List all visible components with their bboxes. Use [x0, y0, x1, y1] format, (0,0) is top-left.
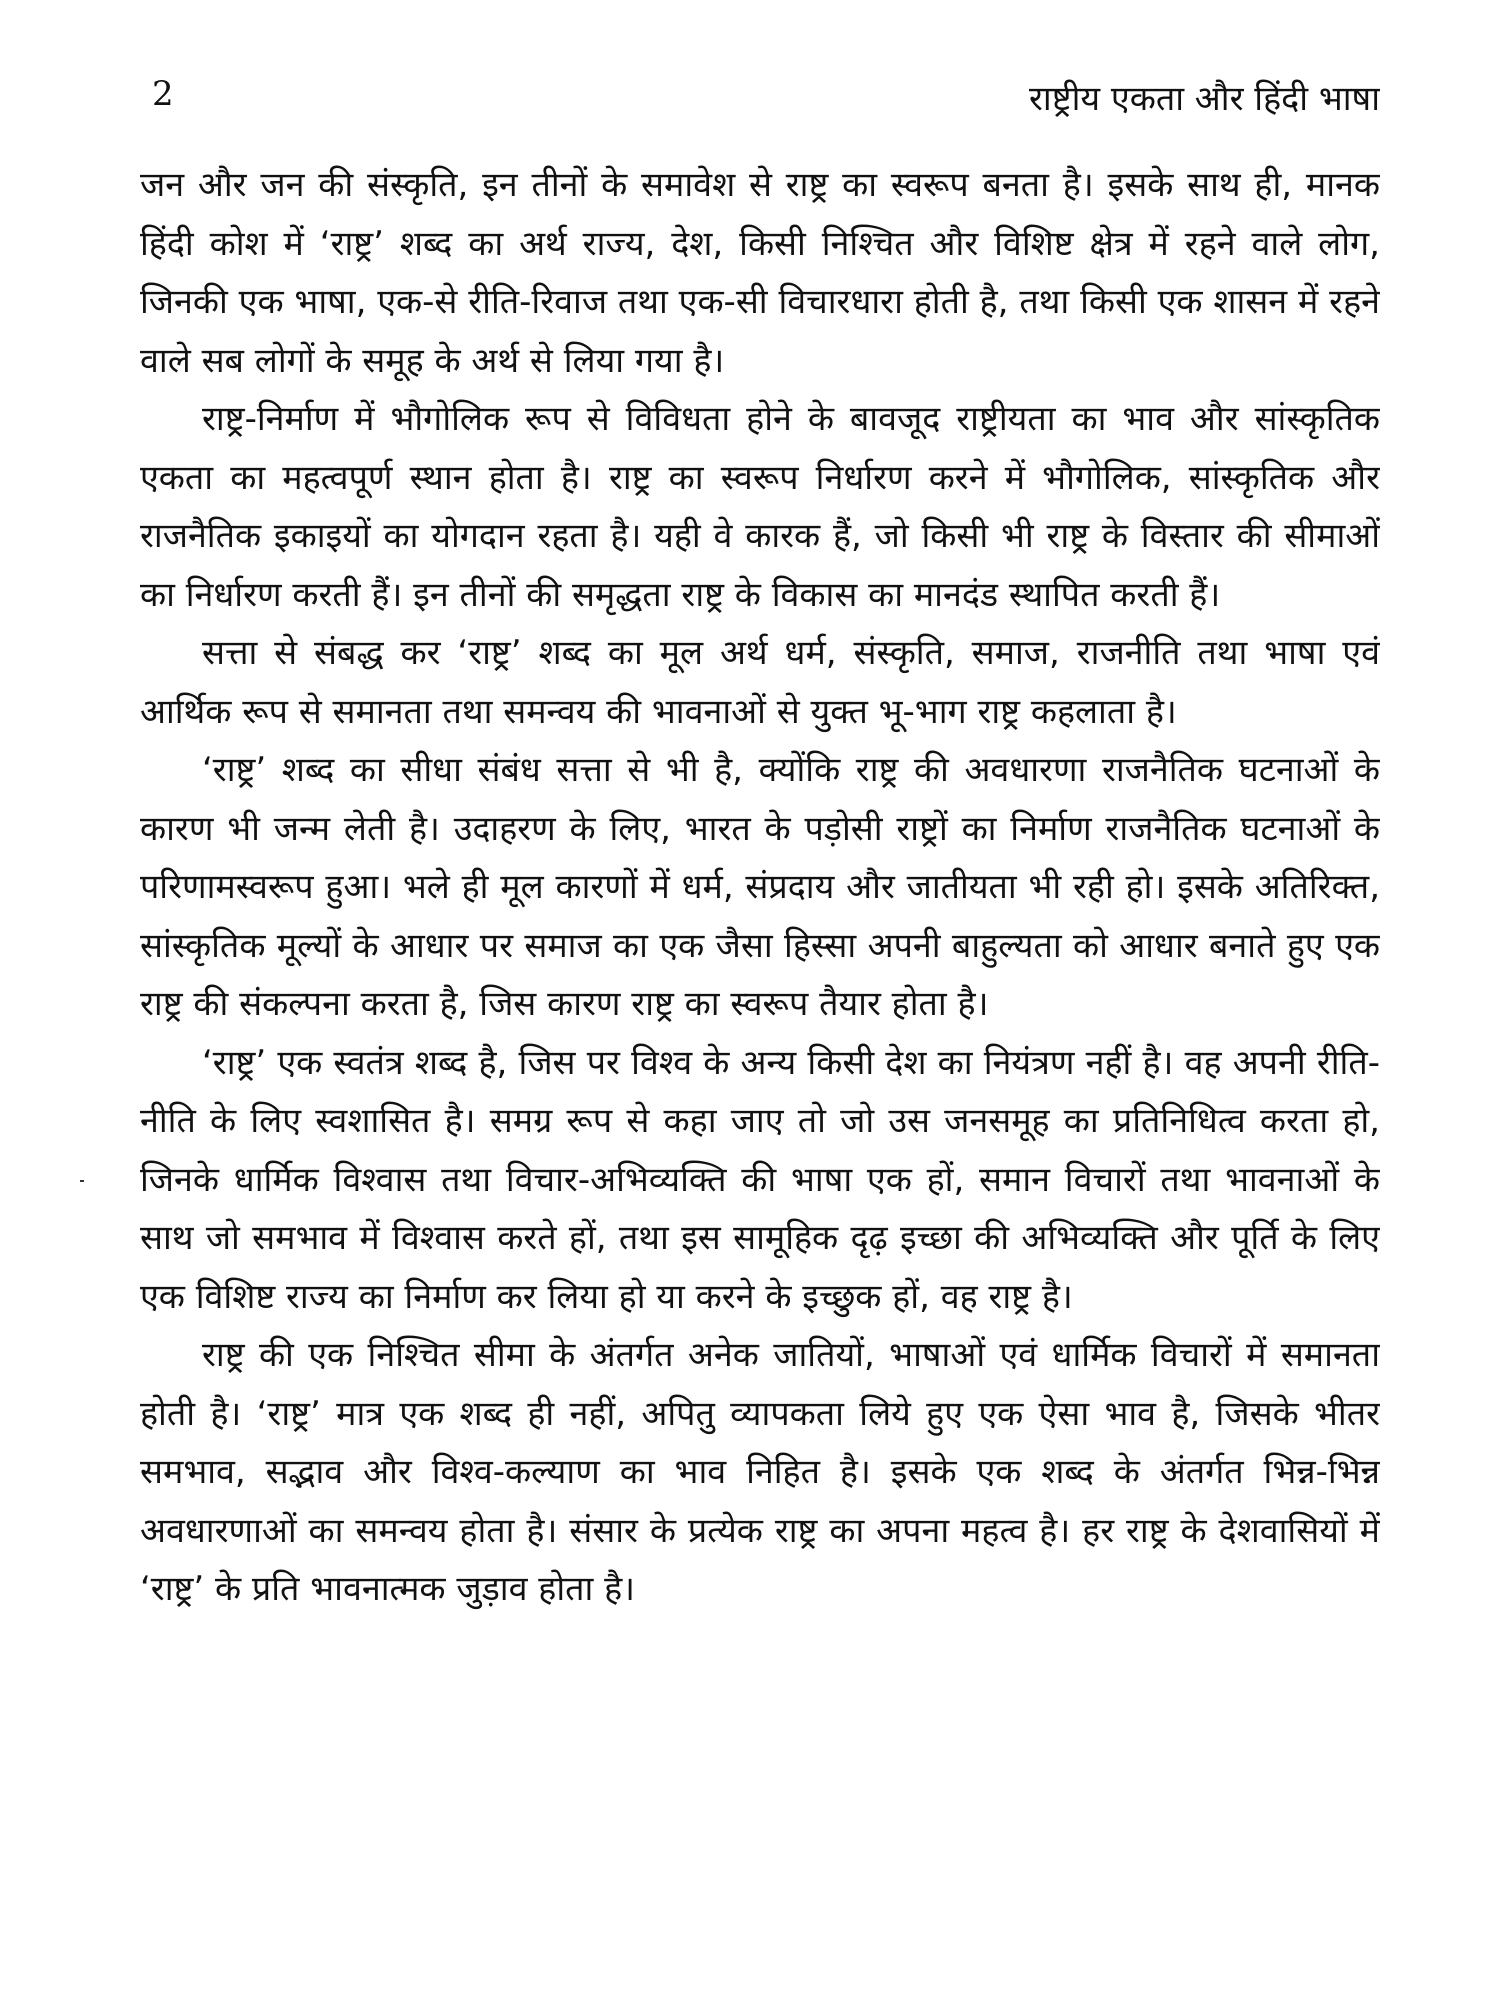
paragraph-3: सत्ता से संबद्ध कर ‘राष्ट्र’ शब्द का मूल अर्थ धर्म, संस्कृति, समाज, राजनीति तथा भाषा एवं आर्थिक रूप से समानता तथा समन्वय की भावनाओं से युक्त भू-भाग राष्ट्र कहलाता है। — [140, 633, 1380, 732]
book-page — [140, 70, 1380, 1970]
body-text — [140, 156, 1380, 1619]
margin-speck — [80, 1180, 84, 1182]
running-header — [140, 70, 1380, 140]
running-title: राष्ट्रीय एकता और हिंदी भाषा — [1029, 79, 1380, 119]
paragraph-1: जन और जन की संस्कृति, इन तीनों के समावेश से राष्ट्र का स्वरूप बनता है। इसके साथ ही, मानक हिंदी कोश में ‘राष्ट्र’ शब्द का अर्थ राज्य, देश, किसी निश्चित और विशिष्ट क्षेत्र में रहने वाले लोग, जिनकी एक भाषा, एक-से रीति-रिवाज तथा एक-सी विचारधारा होती है, तथा किसी एक शासन में रहने वाले सब लोगों के समूह के अर्थ से लिया गया है। — [140, 165, 1380, 381]
paragraph-2: राष्ट्र-निर्माण में भौगोलिक रूप से विविधता होने के बावजूद राष्ट्रीयता का भाव और सांस्कृतिक एकता का महत्वपूर्ण स्थान होता है। राष्ट्र का स्वरूप निर्धारण करने में भौगोलिक, सांस्कृतिक और राजनैतिक इकाइयों का योगदान रहता है। यही वे कारक हैं, जो किसी भी राष्ट्र के विस्तार की सीमाओं का निर्धारण करती हैं। इन तीनों की समृद्धता राष्ट्र के विकास का मानदंड स्थापित करती हैं। — [140, 399, 1380, 615]
page-number: 2 — [152, 74, 174, 114]
paragraph-5: ‘राष्ट्र’ एक स्वतंत्र शब्द है, जिस पर विश्व के अन्य किसी देश का नियंत्रण नहीं है। वह अपनी रीति-नीति के लिए स्वशासित है। समग्र रूप से कहा जाए तो जो उस जनसमूह का प्रतिनिधित्व करता हो, जिनके धार्मिक विश्वास तथा विचार-अभिव्यक्ति की भाषा एक हों, समान विचारों तथा भावनाओं के साथ जो समभाव में विश्वास करते हों, तथा इस सामूहिक दृढ़ इच्छा की अभिव्यक्ति और पूर्ति के लिए एक विशिष्ट राज्य का निर्माण कर लिया हो या करने के इच्छुक हों, वह राष्ट्र है। — [140, 1042, 1380, 1317]
paragraph-6: राष्ट्र की एक निश्चित सीमा के अंतर्गत अनेक जातियों, भाषाओं एवं धार्मिक विचारों में समानता होती है। ‘राष्ट्र’ मात्र एक शब्द ही नहीं, अपितु व्यापकता लिये हुए एक ऐसा भाव है, जिसके भीतर समभाव, सद्भाव और विश्व-कल्याण का भाव निहित है। इसके एक शब्द के अंतर्गत भिन्न-भिन्न अवधारणाओं का समन्वय होता है। संसार के प्रत्येक राष्ट्र का अपना महत्व है। हर राष्ट्र के देशवासियों में ‘राष्ट्र’ के प्रति भावनात्मक जुड़ाव होता है। — [140, 1335, 1380, 1609]
paragraph-4: ‘राष्ट्र’ शब्द का सीधा संबंध सत्ता से भी है, क्योंकि राष्ट्र की अवधारणा राजनैतिक घटनाओं के कारण भी जन्म लेती है। उदाहरण के लिए, भारत के पड़ोसी राष्ट्रों का निर्माण राजनैतिक घटनाओं के परिणामस्वरूप हुआ। भले ही मूल कारणों में धर्म, संप्रदाय और जातीयता भी रही हो। इसके अतिरिक्त, सांस्कृतिक मूल्यों के आधार पर समाज का एक जैसा हिस्सा अपनी बाहुल्यता को आधार बनाते हुए एक राष्ट्र की संकल्पना करता है, जिस कारण राष्ट्र का स्वरूप तैयार होता है। — [140, 750, 1380, 1024]
